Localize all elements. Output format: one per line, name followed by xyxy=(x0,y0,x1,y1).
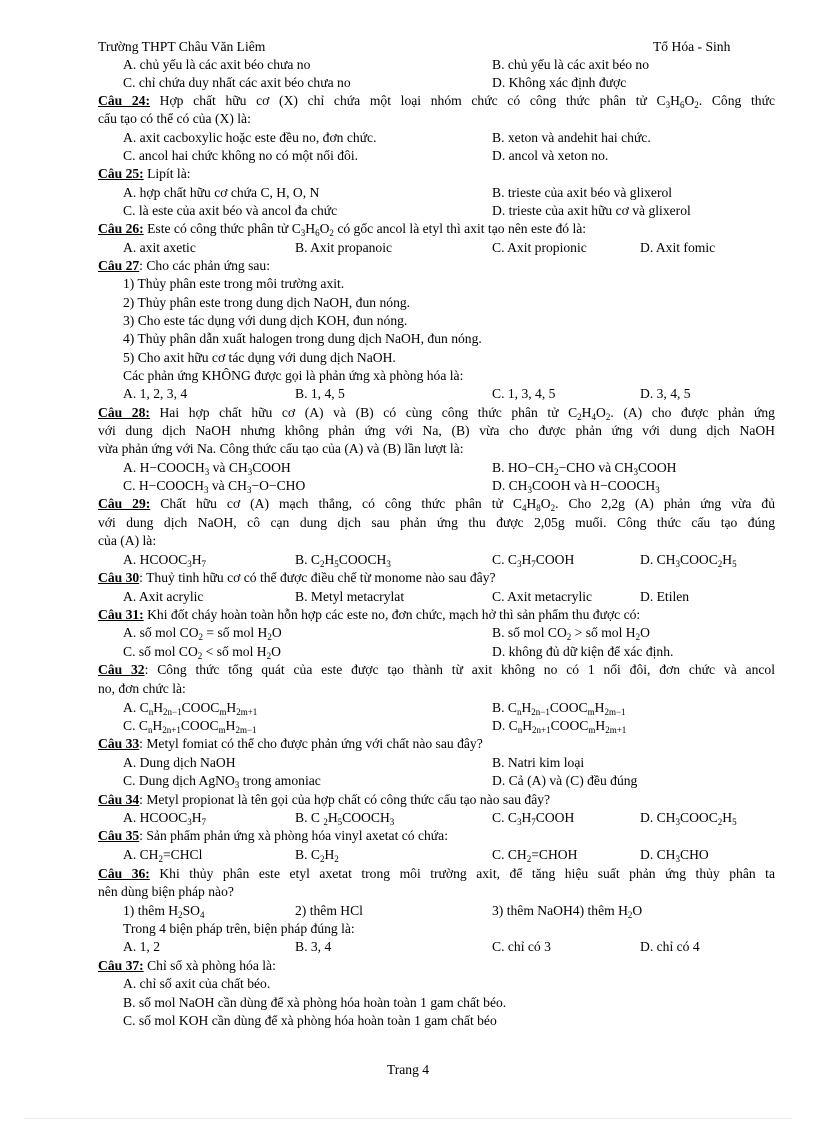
text-line xyxy=(492,810,574,826)
line-text: 4) Thủy phân dẫn xuất halogen trong dung dịch NaOH, đun nóng. xyxy=(123,331,482,346)
line-text: D. trieste của axit hữu cơ và glixerol xyxy=(492,203,691,218)
line-text: B. $C_2H_5COOCH_3$ xyxy=(295,552,391,569)
text-line xyxy=(295,847,339,863)
text-line xyxy=(123,478,305,494)
question-stem xyxy=(98,570,496,586)
text-line xyxy=(123,773,321,789)
line-text: A. $C_nH_{2n-1}COOC_mH_{2m+1}$ xyxy=(123,700,258,717)
text-line xyxy=(123,589,203,605)
text-line xyxy=(492,57,649,73)
question-stem xyxy=(98,958,276,974)
text-line xyxy=(123,313,407,329)
text-line xyxy=(640,939,700,955)
text-line xyxy=(295,903,363,919)
line-text: B. số mol NaOH cần dùng để xà phòng hóa hoàn toàn 1 gam chất béo. xyxy=(123,995,507,1010)
text-line xyxy=(123,276,344,292)
line-text: Trường THPT Châu Văn Liêm xyxy=(98,39,266,54)
line-text: của (A) là: xyxy=(98,533,157,548)
text-line xyxy=(492,625,650,641)
question-stem xyxy=(98,828,448,844)
question-stem xyxy=(98,736,483,752)
text-line xyxy=(123,331,482,347)
line-text: C. số mol KOH cần dùng để xà phòng hóa hoàn toàn 1 gam chất béo xyxy=(123,1013,497,1028)
line-text: D. chỉ có 4 xyxy=(640,939,700,954)
department-name xyxy=(653,39,730,55)
text-line xyxy=(98,515,775,531)
line-text: A. Dung dịch NaOH xyxy=(123,755,236,770)
line-text: A. 1, 2 xyxy=(123,939,161,954)
line-text: vừa phản ứng với Na. Công thức cấu tạo của (A) và (B) lần lượt là: xyxy=(98,441,464,456)
text-line xyxy=(123,75,351,91)
text-line xyxy=(640,589,689,605)
text-line xyxy=(640,552,737,568)
line-text: C. $C_3H_7COOH$ xyxy=(492,552,575,569)
line-text: D. $CH_3COOH$ và $H-COOCH_3$ xyxy=(492,478,660,495)
line-text: no, đơn chức là: xyxy=(98,681,186,696)
line-text: : Thuỷ tinh hữu cơ có thể được điều chế từ monome nào sau đây? xyxy=(139,570,496,585)
text-line xyxy=(492,589,592,605)
text-line xyxy=(123,718,257,734)
line-text: 1) Thủy phân este trong môi trường axit. xyxy=(123,276,345,291)
text-line xyxy=(123,1013,497,1029)
text-line xyxy=(123,386,187,402)
text-line xyxy=(492,478,660,494)
line-text: : Metyl fomiat có thể cho được phản ứng với chất nào sau đây? xyxy=(139,736,483,751)
question-stem xyxy=(98,258,270,274)
line-text: B. $C_nH_{2n-1}COOC_mH_{2m-1}$ xyxy=(492,700,626,717)
line-text: cấu tạo có thể có của (X) là: xyxy=(98,111,251,126)
question-stem xyxy=(98,405,775,421)
question-number: Câu 31: xyxy=(98,607,144,622)
question-stem xyxy=(98,496,775,512)
line-text: B. chủ yếu là các axit béo no xyxy=(492,57,650,72)
line-text: D. $C_nH_{2n+1}COOC_mH_{2m+1}$ xyxy=(492,718,627,735)
line-text: D. Etilen xyxy=(640,589,690,604)
text-line xyxy=(492,644,673,660)
text-line xyxy=(492,148,608,164)
line-text: C. ancol hai chức không no có một nối đôi. xyxy=(123,148,359,163)
text-line xyxy=(98,423,775,439)
line-text: với dung dịch NaOH, cô cạn dung dịch sau phản ứng thu được 2,05g muối. Công thức cấu tạo đúng xyxy=(98,515,775,530)
line-text: D. 3, 4, 5 xyxy=(640,386,691,401)
text-line xyxy=(123,903,205,919)
line-text: Các phản ứng KHÔNG được gọi là phản ứng xà phòng hóa là: xyxy=(123,368,464,383)
line-text: B. $HO-CH_2-CHO$ và $CH_3COOH$ xyxy=(492,460,677,477)
line-text: Trong 4 biện pháp trên, biện pháp đúng là: xyxy=(123,921,355,936)
text-line xyxy=(123,295,410,311)
text-line xyxy=(492,130,651,146)
text-line xyxy=(295,939,331,955)
line-text: với dung dịch NaOH nhưng không phản ứng với Na, (B) vừa cho được phản ứng với dung dịch NaOH xyxy=(98,423,775,438)
line-text: C. $C_nH_{2n+1}COOC_mH_{2m-1}$ xyxy=(123,718,257,735)
text-line xyxy=(98,681,186,697)
text-line xyxy=(295,552,391,568)
text-line xyxy=(123,460,291,476)
line-text: 2) Thủy phân este trong dung dịch NaOH, đun nóng. xyxy=(123,295,411,310)
line-text: B. trieste của axit béo và glixerol xyxy=(492,185,673,200)
text-line xyxy=(123,847,202,863)
text-line xyxy=(492,552,574,568)
text-line xyxy=(123,810,206,826)
line-text: B. Natri kim loại xyxy=(492,755,585,770)
question-number: Câu 35 xyxy=(98,828,140,843)
line-text: Chỉ số xà phòng hóa là: xyxy=(143,958,276,973)
text-line xyxy=(123,644,281,660)
text-line xyxy=(492,185,672,201)
line-text: B. xeton và andehit hai chức. xyxy=(492,130,651,145)
line-text: : Công thức tổng quát của este được tạo thành từ axit không no có 1 nối đôi, đơn chức và ancol xyxy=(144,662,775,677)
text-line xyxy=(123,240,196,256)
text-line xyxy=(640,386,691,402)
line-text: A. axit cacboxylic hoặc este đều no, đơn chức. xyxy=(123,130,377,145)
question-stem xyxy=(98,607,640,623)
line-text: B. 1, 4, 5 xyxy=(295,386,345,401)
line-text: Lipít là: xyxy=(143,166,191,181)
text-line xyxy=(492,386,555,402)
line-text: Este có công thức phân tử $C_3H_6O_2$ có gốc ancol là etyl thì axit tạo nên este đó là: xyxy=(143,221,587,238)
line-text: : Cho các phản ứng sau: xyxy=(139,258,270,273)
text-line xyxy=(640,847,709,863)
question-stem xyxy=(98,662,775,678)
line-text: 2) thêm HCl xyxy=(295,903,363,918)
text-line xyxy=(123,700,257,716)
question-number: Câu 34 xyxy=(98,792,140,807)
text-line xyxy=(123,185,319,201)
line-text: Hợp chất hữu cơ (X) chỉ chứa một loại nhóm chức có công thức phân tử $C_3H_6O_2$. Công thức xyxy=(149,93,775,110)
text-line xyxy=(98,111,251,127)
line-text: C. $H-COOCH_3$ và $CH_3-O-CHO$ xyxy=(123,478,306,495)
page-bottom-rule xyxy=(24,1118,792,1119)
line-text: A. Axit acrylic xyxy=(123,589,204,604)
question-stem xyxy=(98,166,191,182)
line-text: B. số mol $CO_2$ > số mol $H_2O$ xyxy=(492,625,650,642)
question-stem xyxy=(98,792,550,808)
text-line xyxy=(492,718,626,734)
text-line xyxy=(123,130,377,146)
text-line xyxy=(492,240,587,256)
text-line xyxy=(492,773,637,789)
line-text: A. $H-COOCH_3$ và $CH_3COOH$ xyxy=(123,460,291,477)
text-line xyxy=(492,755,584,771)
text-line xyxy=(123,203,337,219)
text-line xyxy=(123,755,236,771)
text-line xyxy=(295,386,345,402)
line-text: 3) Cho este tác dụng với dung dịch KOH, đun nóng. xyxy=(123,313,408,328)
text-line xyxy=(123,939,160,955)
line-text: C. chỉ có 3 xyxy=(492,939,551,954)
text-line xyxy=(123,368,463,384)
text-line xyxy=(640,810,737,826)
line-text: Khi thủy phân este etyl axetat trong môi trường axit, để tăng hiệu suất phản ứng thủy phân ta xyxy=(149,866,775,881)
text-line xyxy=(98,441,463,457)
text-line xyxy=(98,884,234,900)
line-text: C. Axit metacrylic xyxy=(492,589,593,604)
line-text: C. Axit propionic xyxy=(492,240,587,255)
text-line xyxy=(492,903,642,919)
line-text: D. $CH_3CHO$ xyxy=(640,847,709,864)
question-number: Câu 32 xyxy=(98,662,145,677)
question-number: Câu 33 xyxy=(98,736,140,751)
line-text: D. ancol và xeton no. xyxy=(492,148,609,163)
question-number: Câu 30 xyxy=(98,570,140,585)
text-line xyxy=(295,810,394,826)
question-number: Câu 27 xyxy=(98,258,140,273)
line-text: A. hợp chất hữu cơ chứa C, H, O, N xyxy=(123,185,320,200)
question-stem xyxy=(98,93,775,109)
line-text: 5) Cho axit hữu cơ tác dụng với dung dịch NaOH. xyxy=(123,350,396,365)
line-text: Khi đốt cháy hoàn toàn hỗn hợp các este no, đơn chức, mạch hở thì sản phẩm thu được có: xyxy=(143,607,641,622)
line-text: A. $CH_2=CHCl$ xyxy=(123,847,203,864)
line-text: D. $CH_3COOC_2H_5$ xyxy=(640,810,737,827)
line-text: B. Axit propanoic xyxy=(295,240,393,255)
line-text: D. Không xác định được xyxy=(492,75,627,90)
line-text: Tổ Hóa - Sinh xyxy=(653,39,731,54)
line-text: B. C $_2H_5COOCH_3$ xyxy=(295,810,395,827)
question-number: Câu 29: xyxy=(98,496,151,511)
text-line xyxy=(492,75,626,91)
line-text: A. $HCOOC_3H_7$ xyxy=(123,810,207,827)
question-number: Câu 36: xyxy=(98,866,150,881)
text-line xyxy=(295,240,392,256)
question-number: Câu 24: xyxy=(98,93,150,108)
line-text: C. là este của axit béo và ancol đa chức xyxy=(123,203,338,218)
text-line xyxy=(123,921,355,937)
line-text: : Sản phẩm phản ứng xà phòng hóa vinyl axetat có chứa: xyxy=(139,828,448,843)
line-text: D. Cả (A) và (C) đều đúng xyxy=(492,773,638,788)
line-text: D. $CH_3COOC_2H_5$ xyxy=(640,552,737,569)
text-line xyxy=(123,625,282,641)
line-text: A. axit axetic xyxy=(123,240,196,255)
line-text: : Metyl propionat là tên gọi của hợp chất có công thức cấu tạo nào sau đây? xyxy=(139,792,551,807)
line-text: Hai hợp chất hữu cơ (A) và (B) có cùng công thức phân tử $C_2H_4O_2$. (A) cho được phản ứng xyxy=(149,405,775,422)
line-text: A. 1, 2, 3, 4 xyxy=(123,386,188,401)
line-text: 1) thêm $H_2SO_4$ xyxy=(123,903,205,920)
question-number: Câu 25: xyxy=(98,166,144,181)
text-line xyxy=(123,57,310,73)
line-text: C. 1, 3, 4, 5 xyxy=(492,386,556,401)
line-text: C. $CH_2=CHOH$ xyxy=(492,847,578,864)
line-text: C. Dung dịch AgNO$_3$ trong amoniac xyxy=(123,773,321,790)
line-text: A. chỉ số axit của chất béo. xyxy=(123,976,271,991)
line-text: D. không đủ dữ kiện để xác định. xyxy=(492,644,674,659)
text-line xyxy=(492,939,551,955)
text-line xyxy=(98,533,156,549)
question-number: Câu 28: xyxy=(98,405,150,420)
school-name xyxy=(98,39,265,55)
line-text: B. Metyl metacrylat xyxy=(295,589,405,604)
line-text: C. số mol $CO_2$ < số mol $H_2O$ xyxy=(123,644,281,661)
line-text: B. 3, 4 xyxy=(295,939,332,954)
text-line xyxy=(123,995,506,1011)
text-line xyxy=(492,700,626,716)
text-line xyxy=(123,148,358,164)
line-text: C. $C_3H_7COOH$ xyxy=(492,810,575,827)
page-number: Trang 4 xyxy=(386,1062,430,1077)
text-line xyxy=(492,847,577,863)
question-stem xyxy=(98,866,775,882)
text-line xyxy=(123,976,270,992)
line-text: nên dùng biện pháp nào? xyxy=(98,884,234,899)
line-text: A. chủ yếu là các axit béo chưa no xyxy=(123,57,311,72)
line-text: Chất hữu cơ (A) mạch thẳng, có công thức phân tử $C_4H_8O_2$. Cho 2,2g (A) phản ứng vừa đủ xyxy=(150,496,775,513)
line-text: A. số mol $CO_2$ = số mol $H_2O$ xyxy=(123,625,282,642)
text-line xyxy=(123,552,206,568)
line-text: A. $HCOOC_3H_7$ xyxy=(123,552,207,569)
line-text: D. Axit fomic xyxy=(640,240,716,255)
text-line xyxy=(492,460,676,476)
text-line xyxy=(295,589,404,605)
line-text: 3) thêm NaOH4) thêm $H_2O$ xyxy=(492,903,643,920)
line-text: C. chỉ chứa duy nhất các axit béo chưa no xyxy=(123,75,351,90)
question-number: Câu 26: xyxy=(98,221,144,236)
question-stem xyxy=(98,221,586,237)
text-line xyxy=(492,203,691,219)
text-line xyxy=(640,240,715,256)
text-line xyxy=(123,350,396,366)
line-text: B. $C_2H_2$ xyxy=(295,847,339,864)
question-number: Câu 37: xyxy=(98,958,144,973)
